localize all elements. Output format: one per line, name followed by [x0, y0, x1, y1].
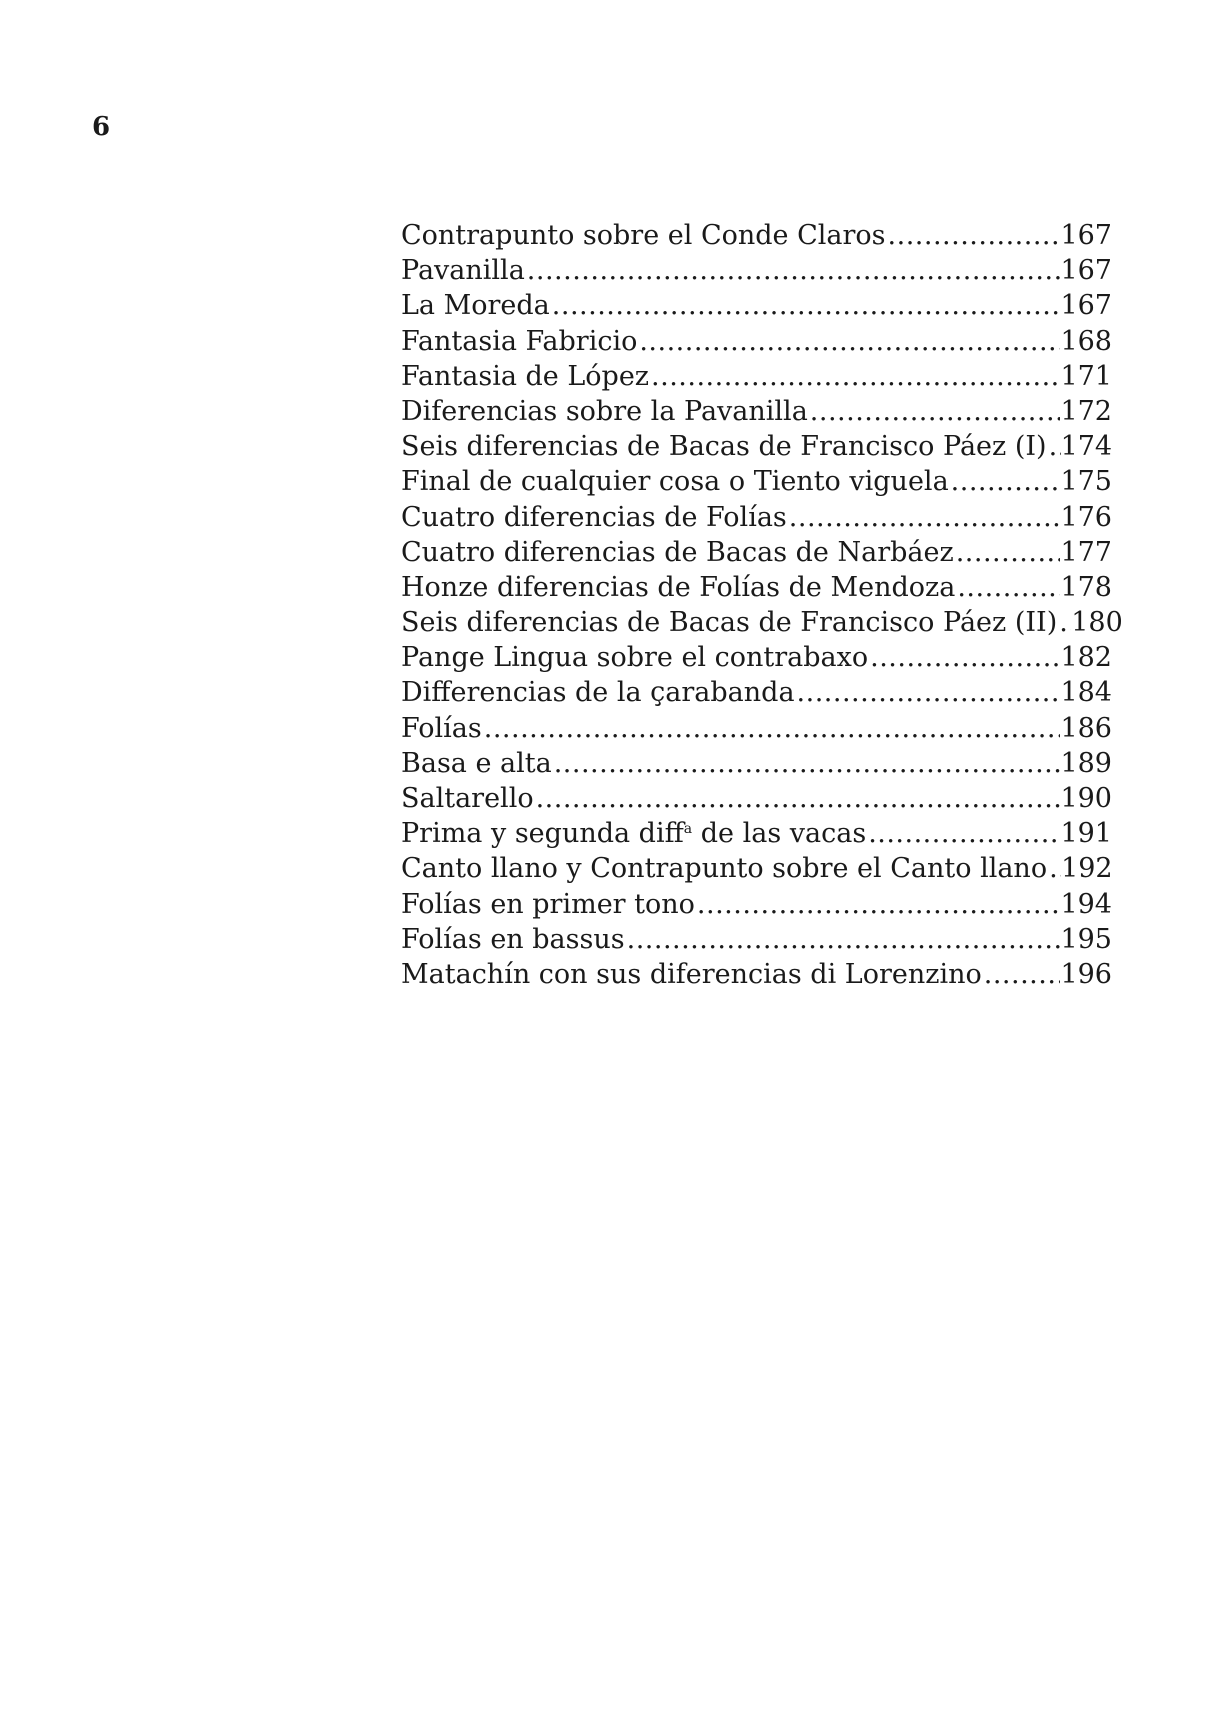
toc-entry-title — [401, 957, 982, 992]
toc-entry-title — [401, 640, 868, 675]
toc-entry-title — [401, 429, 1047, 464]
toc-entry-title — [401, 324, 637, 359]
toc-dot-leader — [808, 394, 1061, 429]
toc-entry-title — [401, 500, 787, 535]
toc-entry-page: 192 — [1061, 853, 1113, 885]
toc-entry-title — [401, 253, 525, 288]
toc-entry-title — [401, 359, 649, 394]
toc-entry-title — [401, 781, 534, 816]
toc-entry-page: 178 — [1060, 571, 1112, 603]
toc-dot-leader — [482, 711, 1061, 746]
toc-entry-title-text: Saltarello — [401, 783, 534, 814]
toc-dot-leader — [954, 535, 1061, 570]
page-number: 6 — [92, 112, 111, 142]
toc-entry-title-superscript: a — [683, 821, 693, 838]
toc-entry-title — [401, 464, 949, 499]
toc-entry-page: 195 — [1060, 923, 1112, 955]
toc-entry-page: 172 — [1060, 395, 1112, 427]
toc-entry-title-text: Matachín con sus diferencias di Lorenzino — [401, 958, 982, 990]
toc-entry-page: 189 — [1060, 747, 1112, 779]
toc-entry — [401, 887, 1112, 922]
toc-entry-title — [401, 922, 625, 957]
toc-entry-title-text: Pavanilla — [401, 255, 525, 287]
toc-entry — [401, 816, 1112, 851]
toc-entry-title-text: Final de cualquier cosa o Tiento viguela — [401, 466, 949, 498]
toc-entry — [401, 500, 1112, 535]
toc-entry-page: 184 — [1060, 677, 1112, 709]
toc-entry-title-text: Canto llano y Contrapunto sobre el Canto llano — [401, 853, 1048, 885]
toc-entry-page: 196 — [1060, 958, 1112, 990]
toc-entry — [401, 851, 1112, 886]
toc-entry-title — [401, 218, 886, 253]
toc-entry-page: 168 — [1060, 325, 1112, 357]
toc-entry-title-text: Seis diferencias de Bacas de Francisco Páez (II) — [401, 607, 1058, 639]
toc-entry-page: 191 — [1060, 818, 1112, 850]
toc-dot-leader — [866, 816, 1060, 851]
toc-entry-page: 176 — [1060, 501, 1112, 533]
toc-entry-page: 175 — [1060, 466, 1112, 498]
toc-entry-title-text: Folías — [401, 712, 482, 744]
toc-entry-title — [401, 887, 695, 922]
toc-dot-leader — [1047, 851, 1061, 886]
toc-entry — [401, 922, 1112, 957]
toc-entry — [401, 253, 1112, 288]
toc-dot-leader — [625, 922, 1061, 957]
toc-entry-page: 177 — [1060, 536, 1112, 568]
toc-entry-title-text: Contrapunto sobre el Conde Claros — [401, 220, 886, 251]
toc-entry — [401, 711, 1112, 746]
toc-entry — [401, 535, 1112, 570]
toc-dot-leader — [550, 288, 1061, 323]
toc-dot-leader — [795, 675, 1061, 710]
toc-entry-page: 167 — [1060, 255, 1112, 287]
toc-entry-title-text: Seis diferencias de Bacas de Francisco Páez (I) — [401, 431, 1047, 463]
toc-entry-title-text: Cuatro diferencias de Bacas de Narbáez — [401, 536, 954, 568]
toc-entry — [401, 781, 1112, 816]
toc-dot-leader — [955, 570, 1060, 605]
toc-entry-page: 194 — [1060, 888, 1112, 920]
toc-entry-title — [401, 746, 552, 781]
toc-dot-leader — [868, 640, 1060, 675]
toc-dot-leader — [649, 359, 1060, 394]
toc-entry-title — [401, 570, 955, 605]
toc-dot-leader — [787, 500, 1061, 535]
toc-entry-title-text: Diferencias sobre la Pavanilla — [401, 395, 808, 427]
toc-entry-title — [401, 711, 482, 746]
toc-entry-title — [401, 816, 866, 851]
toc-entry — [401, 359, 1112, 394]
toc-entry — [401, 675, 1112, 710]
toc-dot-leader — [534, 781, 1061, 816]
toc-dot-leader — [949, 464, 1061, 499]
toc-entry — [401, 394, 1112, 429]
toc-dot-leader — [1057, 605, 1071, 640]
toc-entry — [401, 218, 1112, 253]
toc-dot-leader — [695, 887, 1061, 922]
toc-dot-leader — [637, 324, 1060, 359]
toc-entry-title-text: Folías en bassus — [401, 923, 625, 955]
toc-entry — [401, 324, 1112, 359]
toc-entry-title — [401, 394, 808, 429]
toc-entry-title-text: Cuatro diferencias de Folías — [401, 501, 787, 533]
toc-entry-title-text: Honze diferencias de Folías de Mendoza — [401, 571, 956, 603]
toc-entry-page: 180 — [1071, 607, 1123, 639]
toc-entry-title — [401, 851, 1047, 886]
toc-entry — [401, 957, 1112, 992]
toc-entry-title-text: Fantasia Fabricio — [401, 325, 638, 357]
toc-entry-title — [401, 605, 1057, 640]
toc-entry-page: 167 — [1060, 290, 1112, 322]
toc-entry-title-text: La Moreda — [401, 290, 550, 322]
toc-entry — [401, 746, 1112, 781]
toc-entry-page: 190 — [1060, 783, 1112, 814]
toc-entry — [401, 288, 1112, 323]
toc-dot-leader — [886, 218, 1061, 253]
toc-dot-leader — [525, 253, 1061, 288]
table-of-contents — [401, 218, 1123, 992]
toc-entry-page: 167 — [1060, 220, 1112, 251]
toc-dot-leader — [982, 957, 1061, 992]
toc-entry — [401, 640, 1112, 675]
toc-entry-page: 182 — [1060, 642, 1112, 674]
toc-entry-title-text: Differencias de la çarabanda — [401, 677, 795, 709]
toc-entry-title-text: Prima y segunda diff — [401, 818, 684, 850]
toc-dot-leader — [1047, 429, 1061, 464]
toc-entry — [401, 605, 1123, 640]
toc-entry-page: 174 — [1060, 431, 1113, 463]
toc-entry-title-text: Basa e alta — [401, 747, 552, 779]
toc-entry — [401, 429, 1112, 464]
toc-entry — [401, 570, 1112, 605]
toc-entry-page: 171 — [1060, 360, 1112, 392]
toc-entry-title — [401, 675, 795, 710]
toc-entry-page: 186 — [1060, 712, 1112, 744]
toc-entry-title-tail: de las vacas — [692, 818, 867, 850]
toc-entry-title-text: Fantasia de López — [401, 360, 650, 392]
toc-entry-title — [401, 535, 954, 570]
toc-entry-title — [401, 288, 550, 323]
toc-entry-title-text: Folías en primer tono — [401, 888, 695, 920]
toc-entry-title-text: Pange Lingua sobre el contrabaxo — [401, 642, 869, 674]
toc-dot-leader — [552, 746, 1061, 781]
toc-entry — [401, 464, 1112, 499]
